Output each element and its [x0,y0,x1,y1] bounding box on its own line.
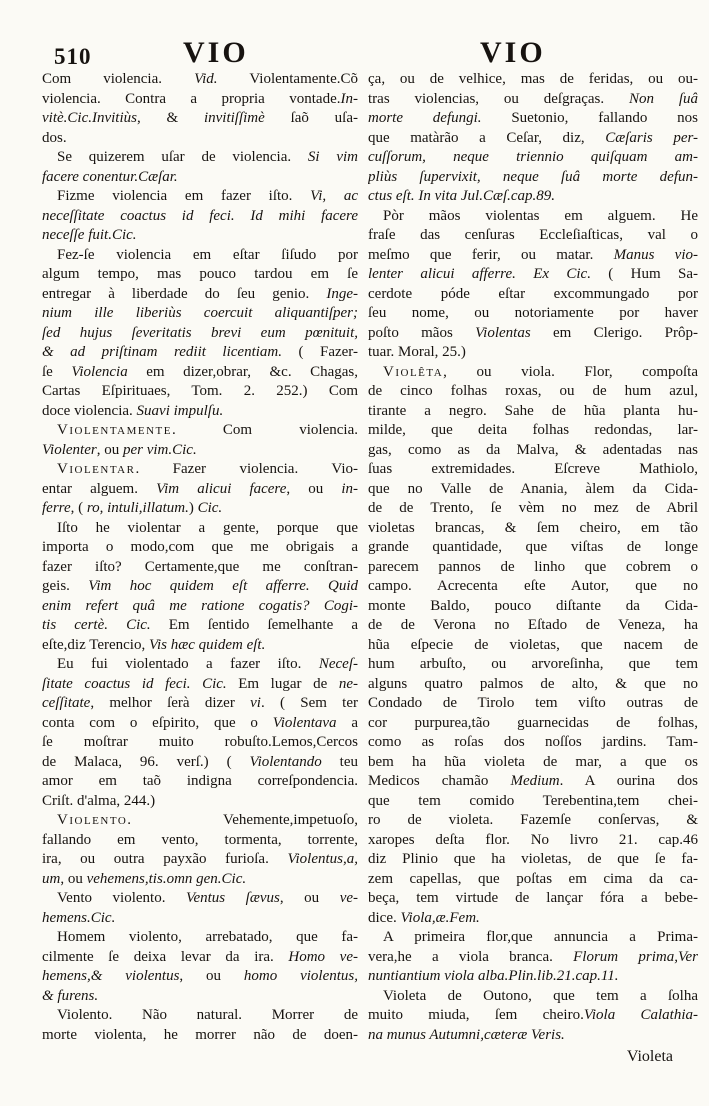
text-line: que no Valle de Anania, àlem da Cida- [368,480,698,497]
text-line: importa o modo,com que me obrigais a [42,539,358,555]
text-line: entar alguem. Vim alicui facere, ou in- [42,480,358,497]
text-line: nuntiantium viola alba.Plin.lib.21.cap.11. [368,968,619,984]
text-line: Violento. Vehemente,impetuoſo, [57,812,358,828]
text-line: enim refert quâ me ratione cogatis? Cogi- [42,597,358,614]
text-line: lenter alicui afferre. Ex Cic. ( Hum Sa- [368,266,698,282]
text-line: ſe Violencia em dizer,obrar, &c. Chagas, [42,363,358,380]
text-line: Violentar. Fazer violencia. Vio- [57,461,358,477]
text-line: nium ille liberiùs coercuit aliquantiſper; [42,305,358,321]
running-title-right: VIO [480,36,546,69]
text-line: meſmo que ferir, ou matar. Manus vio- [368,246,698,263]
text-line: Iſto he violentar a gente, porque que [57,519,358,536]
text-line: fazer iſto? Certamente,que me conſtran- [42,558,358,575]
page-number: 510 [54,44,92,69]
text-line: tras violencias, ou deſgraças. Non ſuâ [368,90,698,107]
text-line: pliùs ſupervixit, neque ſuâ morte defun- [368,168,698,185]
text-line: ctus eſt. In vita Jul.Cæſ.cap.89. [368,188,556,204]
text-line: Condado de Tirolo tem viſto outras de [368,695,698,711]
text-line: hũa eſpecie de violetas, que nacem de [368,636,698,653]
text-line: dos. [42,129,67,146]
text-line: ça, ou de velhice, mas de feridas, ou ou- [368,71,698,87]
text-line: de cinco folhas roxas, ou de hum azul, [368,383,698,399]
text-line: zem capellas, que poſtas em cima da ca- [368,870,698,887]
text-line: Medicos chamão Medium. A ourina dos [368,773,698,789]
text-line: Fizme violencia em fazer iſto. Vi, ac [57,188,358,204]
text-line: de de Trento, ſe vèm no mez de Abril [368,500,698,516]
text-line: hemens.Cic. [42,909,116,926]
text-line: & furens. [42,987,99,1004]
text-line: monte Baldo, pouco diſtante da Cida- [368,597,698,614]
text-line: cor purpurea,tão guarnecidas de folhas, [368,714,698,731]
text-line: violencia. Contra a propria vontade.In- [42,90,358,107]
text-line: & ad priſtinam rediit licentiam. ( Fazer- [42,344,358,360]
text-line: Com violencia. Vid. Violentamente.Cõ [42,71,358,87]
text-line: ſed hujus ſeveritatis brevi eum pœnituit, [42,324,358,341]
text-line: que tem comido Terebentina,tem chei- [368,792,698,809]
text-line: neceſſitate coactus id feci. Id mihi facere [42,207,358,224]
text-line: Violenter, ou per vim.Cic. [42,441,197,458]
text-line: Fez-ſe violencia em eſtar ſiſudo por [57,246,358,263]
text-column-left [42,70,358,1045]
text-line: Eu fui violentado a fazer iſto. Neceſ- [57,656,358,672]
text-line: ſe moſtrar muito robuſto.Lemos,Cercos [42,734,358,750]
text-line: cuſſorum, neque triennio quiſquam am- [368,149,698,165]
text-columns [42,70,698,1045]
running-header [0,0,709,68]
text-line: ſuas extremidades. Eſcreve Mathiolo, [368,461,698,477]
text-line: poſto mãos Violentas em Clerigo. Prôp- [368,324,698,341]
text-line: eſte,diz Terencio, Vis hæc quidem eſt. [42,636,266,653]
text-line: hum arbuſto, ou arvoreſinha, que tem [368,656,698,672]
text-line: ſitate coactus id feci. Cic. Em lugar de ne- [42,675,358,692]
text-line: de de Verona no Eſtado de Veneza, ha [368,617,698,633]
text-line: beça, tem virtude de lançar fóra a bebe- [368,890,698,906]
text-line: conta com o eſpirito, que o Violentava a [42,714,358,731]
text-line: Violento. Não natural. Morrer de [57,1007,358,1023]
text-line: milde, que deita folhas redondas, lar- [368,422,698,438]
text-line: vitè.Cic.Invitiùs, & invitiſſimè ſaõ uſa- [42,110,358,126]
text-line: um, ou vehemens,tis.omn gen.Cic. [42,870,247,887]
text-line: entregar à liberdade do ſeu genio. Inge- [42,285,358,302]
text-line: alguns quatro palmos de alto, & que no [368,675,698,692]
text-line: ferre, ( ro, intuli,illatum.) Cic. [42,500,223,516]
text-line: Violentamente. Com violencia. [57,422,358,438]
text-line: fraſe das cenſuras Eccleſiaſticas, val o [368,227,698,243]
text-line: fallando em vento, tormenta, torrente, [42,831,358,848]
text-line: ira, ou outra payxão furioſa. Violentus,a, [42,851,358,867]
text-line: morte defungi. Suetonio, fallando nos [368,110,698,126]
text-line: Cartas Eſpirituaes, Tom. 2. 252.) Com [42,383,358,399]
text-line: xaropes deſta flor. No livro 21. cap.46 [368,831,698,848]
text-line: cerdote póde eſtar excommungado por [368,285,698,302]
text-line: Violeta de Outono, que tem a ſolha [383,987,698,1004]
text-line: bem ha hũa violeta de mar, a que os [368,753,698,770]
text-line: grande quantidade, que viſtas de longe [368,539,698,555]
text-line: campo. Acrecenta eſte Autor, que no [368,578,698,594]
text-line: morte violenta, he morrer não de doen- [42,1026,358,1043]
text-line: tirante a negro. Sahe de hũa planta hu- [368,402,698,419]
text-line: amor em taõ indigna correſpondencia. [42,773,358,789]
text-line: violetas brancas, & ſem cheiro, em tão [368,519,698,536]
text-line: vera,he a viola branca. Florum prima,Ver [368,948,698,965]
text-line: doce violencia. Suavi impulſu. [42,402,224,419]
text-column-right [368,70,698,1045]
text-line: ceſſitate, melhor ſerà dizer vi. ( Sem ter [42,695,358,711]
text-line: hemens,& violentus, ou homo violentus, [42,968,358,984]
text-line: gas, como as da Malva, & adentadas nas [368,441,698,458]
text-line: cilmente ſe deixa levar da ira. Homo ve- [42,948,358,965]
running-title-left: VIO [183,36,249,69]
text-line: Pòr mãos violentas em alguem. He [383,207,698,224]
text-line: neceſſe fuit.Cic. [42,227,137,243]
catchword: Violeta [626,1048,673,1065]
text-line: parecem pannos de linho que cobrem o [368,558,698,575]
text-line: como as roſas dos noſſos jardins. Tam- [368,734,698,750]
text-line: Criſt. d'alma, 244.) [42,792,156,809]
text-line: Se quizerem uſar de violencia. Si vim [57,149,358,165]
catchword-row [368,1048,673,1066]
text-line: geis. Vim hoc quidem eſt afferre. Quid [42,578,358,594]
text-line: Vento violento. Ventus ſævus, ou ve- [57,890,358,906]
text-line: muito miuda, ſem cheiro.Viola Calathia- [368,1007,698,1023]
text-line: de Malaca, 96. verſ.) ( Violentando teu [42,753,358,770]
text-line: ro de violeta. Fazemſe conſervas, & [368,812,698,828]
text-line: A primeira flor,que annuncia a Prima- [383,929,698,945]
text-line: que matàrão a Ceſar, diz, Cæſaris per- [368,129,698,146]
text-line: facere conentur.Cæſar. [42,168,178,185]
text-line: algum tempo, mas pouco tardou em ſe [42,266,358,282]
text-line: na munus Autumni,cæteræ Veris. [368,1026,565,1043]
text-line: Violêta, ou viola. Flor, compoſta [383,363,698,380]
text-line: Homem violento, arrebatado, que fa- [57,929,358,945]
text-line: diz Plinio que ha violetas, de que ſe fa- [368,851,698,867]
text-line: tuar. Moral, 25.) [368,344,466,360]
text-line: ſeu nome, ou notoriamente por haver [368,305,698,321]
text-line: dice. Viola,æ.Fem. [368,909,480,926]
text-line: tis certè. Cic. Em ſentido ſemelhante a [42,617,358,633]
